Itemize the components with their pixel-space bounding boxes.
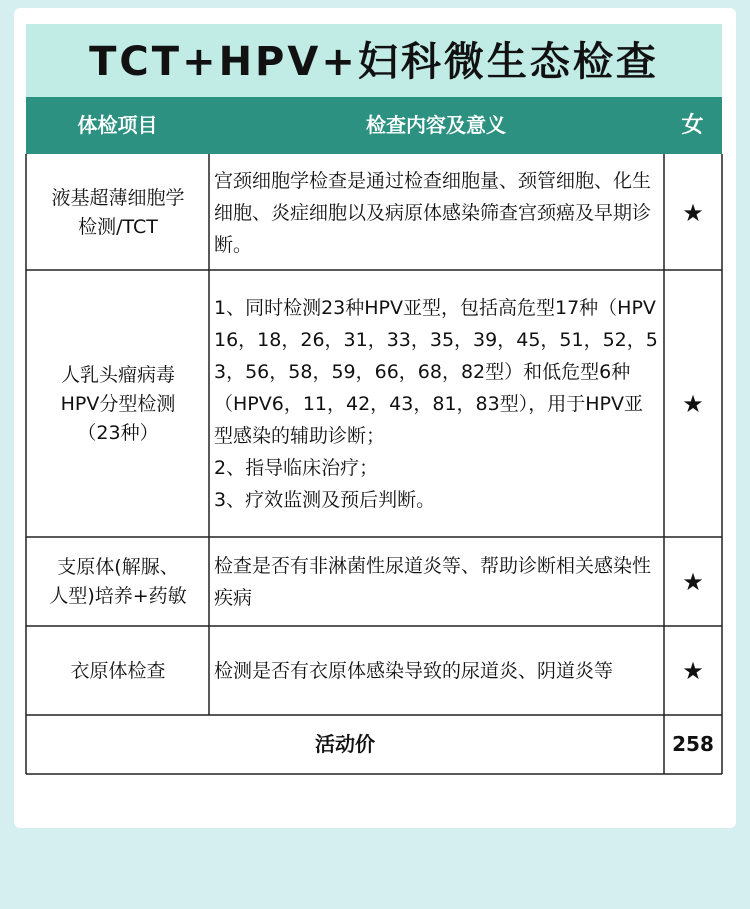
table-row-content: 检测是否有衣原体感染导致的尿道炎、阴道炎等 (214, 660, 614, 682)
star-icon: ★ (682, 390, 704, 418)
table-row-item: 人乳头瘤病毒 HPV分型检测 （23种） (60, 363, 176, 444)
table-row-content: 1、同时检测23种HPV亚型，包括高危型17种（HPV16，18，26，31，33，35，39，45，51，52，53，56，58，59，66，68，82型）和低危型6种（HPV6，11，42，43，81，83型），用于HPV亚型感染的辅助诊断； 2、指导临床治疗； 3、疗效监测及预后判断。 (214, 297, 658, 511)
price-value: 258 (672, 732, 714, 756)
price-label: 活动价 (315, 732, 375, 756)
table-header (26, 97, 722, 154)
star-icon: ★ (682, 657, 704, 685)
table-row-content: 检查是否有非淋菌性尿道炎等、帮助诊断相关感染性疾病 (214, 555, 652, 609)
table-row-item: 液基超薄细胞学 检测/TCT (51, 186, 185, 238)
table-row-content: 宫颈细胞学检查是通过检查细胞量、颈管细胞、化生细胞、炎症细胞以及病原体感染筛查宫颈癌及早期诊断。 (214, 169, 652, 256)
header-item: 体检项目 (77, 113, 158, 137)
table-row-item: 衣原体检查 (70, 659, 166, 682)
header-female: 女 (681, 113, 704, 138)
table-row-item: 支原体(解脲、 人型)培养+药敏 (49, 556, 187, 607)
star-icon: ★ (682, 198, 704, 227)
page-title: TCT+HPV+妇科微生态检查 (89, 39, 659, 85)
header-content: 检查内容及意义 (366, 113, 506, 137)
star-icon: ★ (682, 568, 704, 596)
